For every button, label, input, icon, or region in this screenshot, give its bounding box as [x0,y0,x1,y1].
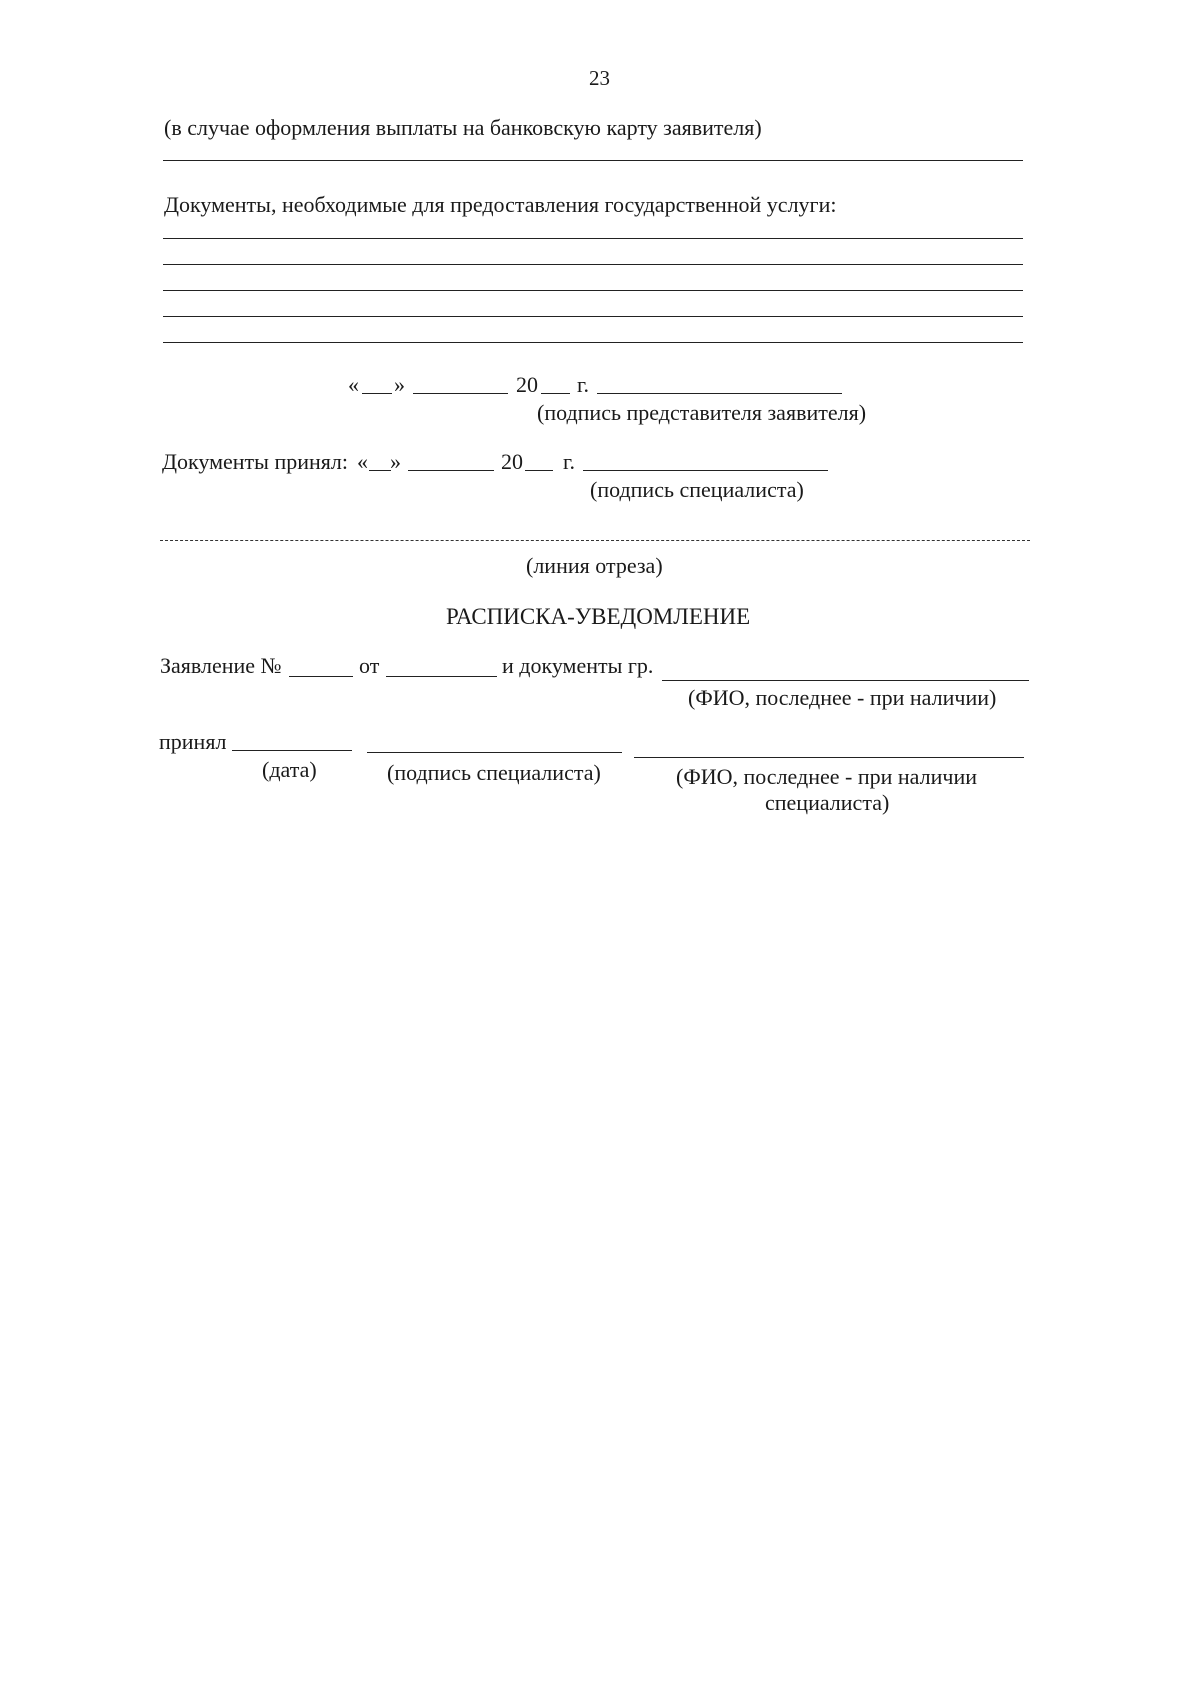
applicant-month-field[interactable] [413,393,508,394]
page-number: 23 [589,66,610,90]
documents-line-4[interactable] [163,316,1023,317]
receipt-statement-from: от [359,653,380,678]
receipt-date-field[interactable] [232,750,352,751]
documents-line-3[interactable] [163,290,1023,291]
applicant-quote-open: « [348,372,359,397]
applicant-year-field[interactable] [541,393,570,394]
cut-line [160,540,1030,541]
applicant-day-field[interactable] [362,393,392,394]
accepted-label: Документы принял: [162,449,348,474]
receipt-fio-caption-line1: (ФИО, последнее - при наличии [676,764,977,789]
documents-line-5[interactable] [163,342,1023,343]
receipt-statement-documents: и документы гр. [502,653,654,678]
documents-line-2[interactable] [163,264,1023,265]
accepted-quote-open: « [357,449,368,474]
documents-line-1[interactable] [163,238,1023,239]
accepted-day-field[interactable] [369,470,391,471]
receipt-accepted-label: принял [159,729,227,754]
accepted-year-prefix: 20 [501,449,523,474]
accepted-signature-field[interactable] [583,470,828,471]
accepted-year-suffix: г. [563,449,576,474]
applicant-signature-field[interactable] [597,393,842,394]
applicant-quote-close: » [394,372,405,397]
accepted-year-field[interactable] [525,470,553,471]
receipt-title: РАСПИСКА-УВЕДОМЛЕНИЕ [446,604,751,629]
applicant-year-prefix: 20 [516,372,538,397]
accepted-signature-caption: (подпись специалиста) [590,477,804,502]
accepted-month-field[interactable] [408,470,494,471]
receipt-specialist-fio-field[interactable] [634,757,1024,758]
receipt-fio-caption-line2: специалиста) [765,790,890,815]
receipt-statement-date-field[interactable] [386,676,497,677]
cut-line-caption: (линия отреза) [526,553,663,578]
receipt-fio-caption: (ФИО, последнее - при наличии) [688,685,997,710]
receipt-statement-label: Заявление № [160,653,282,678]
receipt-date-caption: (дата) [262,757,317,782]
bank-card-note: (в случае оформления выплаты на банковскую карту заявителя) [164,115,762,140]
receipt-statement-number-field[interactable] [289,676,353,677]
bank-card-line[interactable] [163,160,1023,161]
applicant-year-suffix: г. [577,372,590,397]
documents-heading: Документы, необходимые для предоставления государственной услуги: [164,192,837,217]
applicant-signature-caption: (подпись представителя заявителя) [537,400,867,425]
accepted-quote-close: » [390,449,401,474]
receipt-signature-caption: (подпись специалиста) [387,760,601,785]
receipt-signature-field[interactable] [367,752,622,753]
receipt-citizen-fio-field[interactable] [662,680,1029,681]
